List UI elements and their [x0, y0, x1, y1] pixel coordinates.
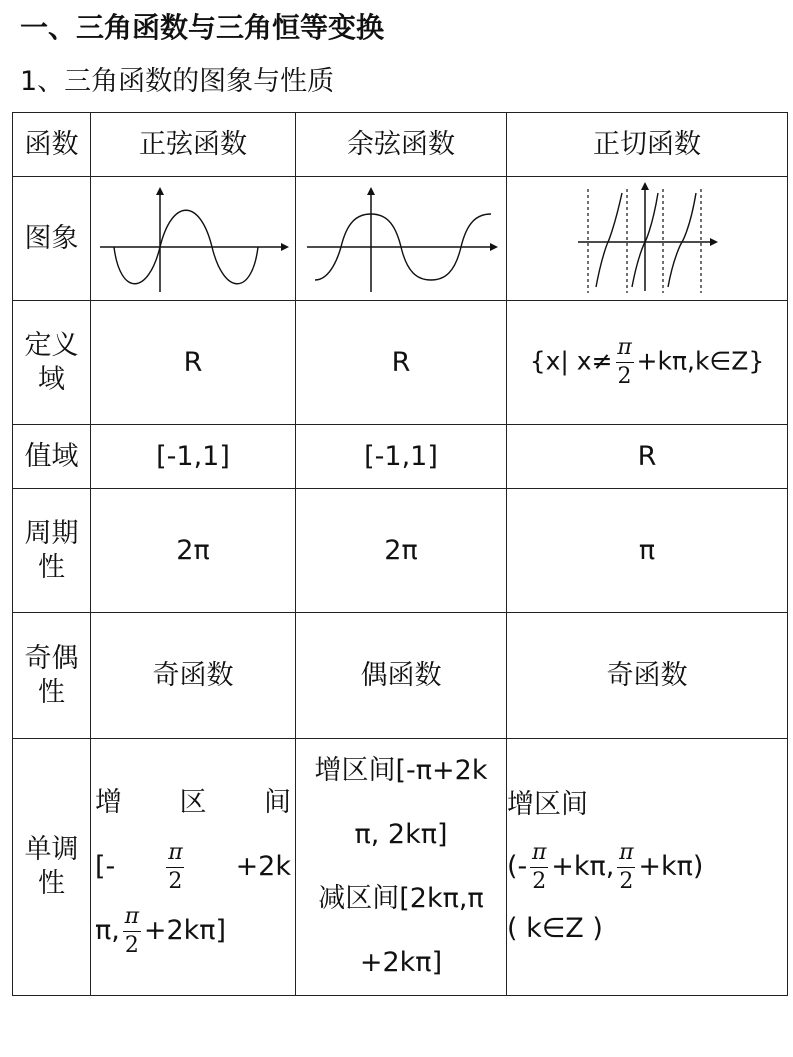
- graph-row: [13, 177, 788, 301]
- sin-mono-l2-post: +2k: [235, 851, 291, 883]
- domain-tan-prefix: {x| x≠: [529, 346, 613, 376]
- header-tan: 正切函数: [507, 113, 788, 177]
- header-function: 函数: [13, 113, 91, 177]
- tan-mono-line-2: [507, 836, 787, 898]
- sin-graph-cell: [91, 177, 296, 301]
- pi-over-2-fraction: $\frac{\pi}{2}$: [124, 903, 140, 958]
- tan-mono-l2-post: +kπ): [638, 851, 704, 883]
- domain-label: [13, 301, 91, 425]
- range-tan: R: [507, 425, 788, 489]
- sin-mono-l3-post: +2kπ]: [143, 915, 227, 947]
- period-label-text: 周期 性: [24, 517, 79, 583]
- header-row: [13, 113, 788, 177]
- period-sin: 2π: [91, 489, 296, 613]
- range-row: [13, 425, 788, 489]
- sin-mono-line-3: [91, 899, 295, 963]
- period-tan: π: [507, 489, 788, 613]
- pi-over-2-fraction: $\frac{\pi}{2}$: [619, 839, 634, 894]
- cos-graph-cell: [296, 177, 507, 301]
- tan-mono-line-3: [507, 898, 787, 960]
- monotonicity-label: [13, 739, 91, 996]
- pi-over-2-fraction: $\frac{\pi}{2}$: [168, 839, 183, 894]
- monotonicity-label-text: 单调 性: [24, 834, 79, 899]
- parity-label: [13, 613, 91, 739]
- sin-mono-line-2: [91, 835, 295, 899]
- period-cos: 2π: [296, 489, 507, 613]
- monotonicity-row: [13, 739, 788, 996]
- trig-properties-table: [12, 112, 788, 996]
- parity-cos: 偶函数: [296, 613, 507, 739]
- cos-mono-line-1: 增区间[-π+2k: [314, 755, 488, 786]
- cos-mono-line-3: 减区间[2kπ,π: [318, 883, 484, 914]
- tan-mono-line-1: [507, 774, 787, 836]
- tan-graph: [572, 181, 722, 296]
- tan-mono-l3-text: ( k∈Z ): [507, 913, 603, 945]
- sin-mono-word-1: 增: [95, 787, 122, 818]
- subsection-heading: 1、三角函数的图象与性质: [20, 66, 335, 97]
- monotonicity-tan: [507, 739, 788, 996]
- graph-label: 图象: [13, 177, 91, 301]
- sin-mono-word-3: 间: [264, 787, 291, 818]
- domain-tan-suffix: +kπ,k∈Z}: [636, 346, 765, 376]
- pi-over-2-fraction: $\frac{\pi}{2}$: [617, 335, 632, 389]
- cos-graph: [301, 184, 501, 294]
- domain-sin: R: [91, 301, 296, 425]
- parity-label-text: 奇偶 性: [24, 642, 79, 708]
- range-label: 值域: [13, 425, 91, 489]
- period-label: [13, 489, 91, 613]
- tan-mono-l1-text: 增区间: [507, 789, 588, 821]
- sin-mono-l2-pre: [-: [95, 851, 116, 883]
- range-cos: [-1,1]: [296, 425, 507, 489]
- parity-row: [13, 613, 788, 739]
- cos-mono-line-2: π, 2kπ]: [354, 819, 448, 850]
- domain-label-text: 定义 域: [24, 329, 79, 395]
- section-heading: 一、三角函数与三角恒等变换: [20, 11, 385, 44]
- header-cos: 余弦函数: [296, 113, 507, 177]
- sin-mono-word-2: 区: [179, 787, 207, 818]
- range-sin: [-1,1]: [91, 425, 296, 489]
- parity-sin: 奇函数: [91, 613, 296, 739]
- cos-mono-line-4: +2kπ]: [359, 947, 443, 978]
- sin-mono-line-1: [91, 771, 295, 835]
- domain-row: [13, 301, 788, 425]
- header-sin: 正弦函数: [91, 113, 296, 177]
- parity-tan: 奇函数: [507, 613, 788, 739]
- tan-mono-l2-pre: (-: [507, 851, 528, 883]
- monotonicity-cos: [296, 739, 507, 996]
- monotonicity-sin: [91, 739, 296, 996]
- sin-graph: [96, 184, 291, 294]
- domain-tan: [507, 301, 788, 425]
- pi-over-2-fraction: $\frac{\pi}{2}$: [532, 839, 547, 894]
- period-row: [13, 489, 788, 613]
- tan-mono-l2-mid: +kπ,: [551, 851, 615, 883]
- tan-graph-cell: [507, 177, 788, 301]
- domain-cos: R: [296, 301, 507, 425]
- sin-mono-l3-pre: π,: [95, 915, 120, 947]
